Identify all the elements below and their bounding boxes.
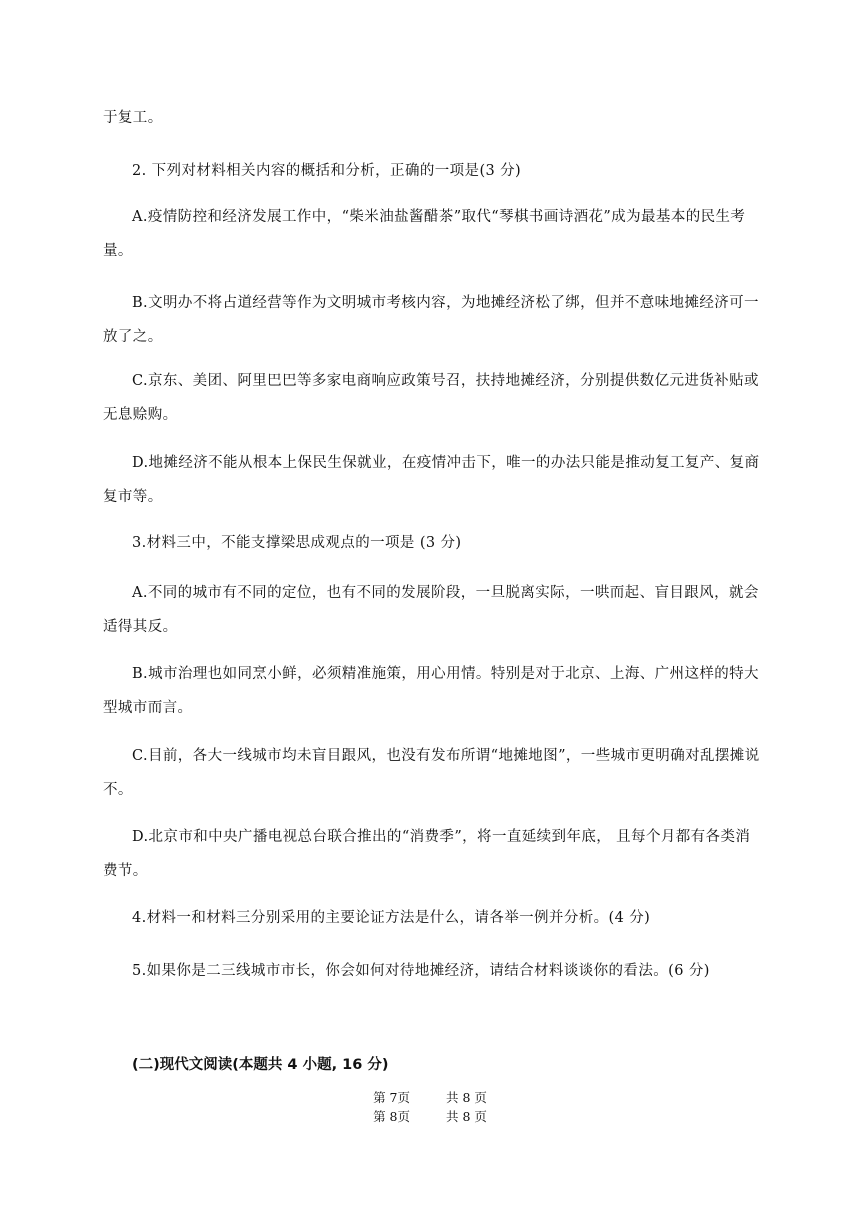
page-footer-line-1: [0, 1089, 860, 1107]
question-2: 2. 下列对材料相关内容的概括和分析，正确的一项是(3 分): [132, 163, 522, 179]
question-3-option-c: C.目前，各大一线城市均未盲目跟风，也没有发布所谓“地摊地图”，一些城市更明确对乱摆摊说不。: [103, 748, 760, 798]
footer-page-total: 共 8 页: [446, 1109, 487, 1124]
footer-page-number: 第 8页: [373, 1109, 411, 1124]
paragraph-continuation: 于复工。: [103, 110, 163, 126]
footer-page-total: 共 8 页: [446, 1090, 487, 1105]
question-2-option-c: C.京东、美团、阿里巴巴等多家电商响应政策号召，扶持地摊经济，分别提供数亿元进货补贴或无息赊购。: [103, 373, 759, 423]
question-3: 3.材料三中，不能支撑梁思成观点的一项是 (3 分): [132, 535, 462, 551]
question-2-option-d: D.地摊经济不能从根本上保民生保就业，在疫情冲击下，唯一的办法只能是推动复工复产、复商复市等。: [103, 455, 760, 505]
question-5: 5.如果你是二三线城市市长，你会如何对待地摊经济，请结合材料谈谈你的看法。(6 分): [132, 963, 710, 979]
question-2-option-a: A.疫情防控和经济发展工作中，“柴米油盐酱醋茶”取代“琴棋书画诗酒花”成为最基本的民生考量。: [103, 209, 746, 259]
question-3-option-b: B.城市治理也如同烹小鲜，必须精准施策，用心用情。特别是对于北京、上海、广州这样的特大型城市而言。: [103, 666, 759, 716]
footer-page-number: 第 7页: [373, 1090, 411, 1105]
question-4: 4.材料一和材料三分别采用的主要论证方法是什么，请各举一例并分析。(4 分): [132, 910, 651, 926]
page-footer-line-2: [0, 1108, 860, 1126]
question-2-option-b: B.文明办不将占道经营等作为文明城市考核内容，为地摊经济松了绑，但并不意味地摊经济可一放了之。: [103, 295, 759, 345]
section-heading: (二)现代文阅读(本题共 4 小题, 16 分): [132, 1057, 389, 1073]
question-3-option-d: D.北京市和中央广播电视总台联合推出的“消费季”，将一直延续到年底， 且每个月都有各类消费节。: [103, 829, 751, 879]
question-3-option-a: A.不同的城市有不同的定位，也有不同的发展阶段，一旦脱离实际，一哄而起、盲目跟风，就会适得其反。: [103, 585, 759, 635]
